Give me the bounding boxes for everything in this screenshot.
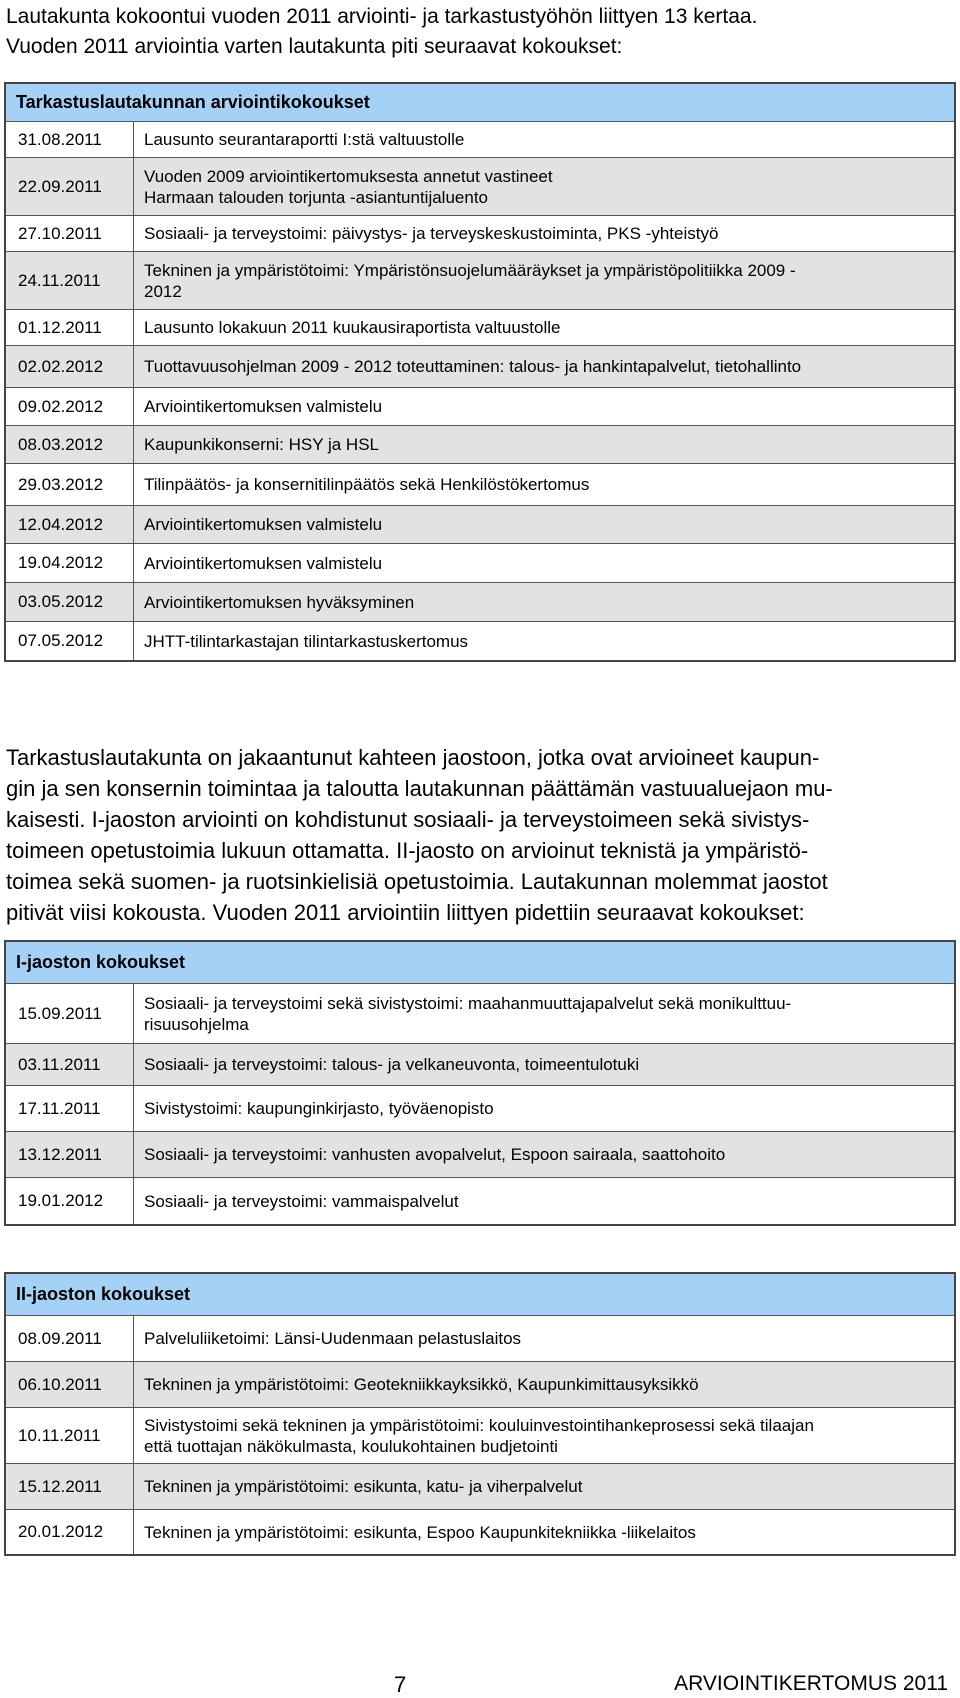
table-row <box>6 506 954 544</box>
meeting-topic <box>134 252 954 309</box>
table-row <box>6 1086 954 1132</box>
meeting-date: 27.10.2011 <box>6 216 134 251</box>
meeting-topic-line: että tuottajan näkökulmasta, koulukohtainen budjetointi <box>144 1436 558 1456</box>
table-row <box>6 1510 954 1554</box>
meeting-topic: Arviointikertomuksen valmistelu <box>144 397 383 416</box>
meeting-topic-line: Vuoden 2009 arviointikertomuksesta annetut vastineet <box>144 166 553 186</box>
meeting-topic <box>134 1408 954 1463</box>
meeting-date: 06.10.2011 <box>6 1362 134 1407</box>
meeting-topic: Lausunto seurantaraportti I:stä valtuustolle <box>144 130 465 149</box>
meeting-date: 19.01.2012 <box>6 1178 134 1224</box>
table-row <box>6 252 954 310</box>
table-row <box>6 1316 954 1362</box>
table-row <box>6 1362 954 1408</box>
meeting-topic-line: risuusohjelma <box>144 1014 249 1034</box>
meeting-topic: Lausunto lokakuun 2011 kuukausiraportista valtuustolle <box>144 318 561 337</box>
body-paragraph <box>6 742 950 928</box>
paragraph-line: toimeen opetustoimia lukuun ottamatta. II-jaosto on arvioinut teknistä ja ympäristö- <box>6 838 809 863</box>
section-ii-meetings-table <box>4 1272 956 1556</box>
meeting-date: 07.05.2012 <box>6 622 134 660</box>
table-row <box>6 622 954 660</box>
table-row <box>6 1464 954 1510</box>
meeting-topic: Sosiaali- ja terveystoimi: vammaispalvelut <box>144 1191 459 1211</box>
table-row <box>6 216 954 252</box>
meeting-date: 02.02.2012 <box>6 346 134 387</box>
meeting-topic-line: Sosiaali- ja terveystoimi sekä sivistystoimi: maahanmuuttajapalvelut sekä monikulttuu- <box>144 993 792 1013</box>
meeting-date: 12.04.2012 <box>6 506 134 543</box>
meeting-date: 15.12.2011 <box>6 1464 134 1509</box>
paragraph-line: Tarkastuslautakunta on jakaantunut kahteen jaostoon, jotka ovat arvioineet kaupun- <box>6 745 820 770</box>
meeting-topic: Sosiaali- ja terveystoimi: päivystys- ja terveyskeskustoiminta, PKS -yhteistyö <box>144 224 719 243</box>
meeting-date: 08.09.2011 <box>6 1316 134 1361</box>
table-row <box>6 346 954 388</box>
meeting-date: 03.11.2011 <box>6 1044 134 1085</box>
meeting-date: 01.12.2011 <box>6 310 134 345</box>
meeting-date: 29.03.2012 <box>6 464 134 505</box>
meeting-topic: Arviointikertomuksen hyväksyminen <box>144 592 415 612</box>
paragraph-line: gin ja sen konsernin toimintaa ja taloutta lautakunnan päättämän vastuualuejaon mu- <box>6 776 833 801</box>
table-row <box>6 544 954 583</box>
meeting-topic: Tuottavuusohjelman 2009 - 2012 toteuttaminen: talous- ja hankintapalvelut, tietohallinto <box>144 357 802 376</box>
meeting-date: 09.02.2012 <box>6 388 134 425</box>
meeting-topic: Sosiaali- ja terveystoimi: vanhusten avopalvelut, Espoon sairaala, saattohoito <box>144 1145 726 1164</box>
page-number: 7 <box>394 1672 407 1697</box>
section-i-meetings-table <box>4 940 956 1226</box>
paragraph-line: toimea sekä suomen- ja ruotsinkielisiä opetustoimia. Lautakunnan molemmat jaostot <box>6 869 828 894</box>
table-row <box>6 1132 954 1178</box>
meeting-topic: Tekninen ja ympäristötoimi: esikunta, Espoo Kaupunkitekniikka -liikelaitos <box>144 1522 696 1542</box>
meeting-topic-line: Sivistystoimi sekä tekninen ja ympäristötoimi: kouluinvestointihankeprosessi sekä tilaajan <box>144 1415 814 1435</box>
table-row <box>6 1408 954 1464</box>
meeting-topic: Kaupunkikonserni: HSY ja HSL <box>144 435 379 454</box>
evaluation-meetings-table <box>4 82 956 662</box>
table-row <box>6 1178 954 1224</box>
table-row <box>6 388 954 426</box>
meeting-topic: Tekninen ja ympäristötoimi: Geotekniikkayksikkö, Kaupunkimittausyksikkö <box>144 1375 699 1394</box>
meeting-date: 20.01.2012 <box>6 1510 134 1554</box>
table-row <box>6 426 954 464</box>
meeting-topic-line: 2012 <box>144 281 182 301</box>
meeting-date: 24.11.2011 <box>6 252 134 309</box>
meeting-topic-line: Harmaan talouden torjunta -asiantuntijaluento <box>144 187 489 207</box>
meeting-topic: JHTT-tilintarkastajan tilintarkastuskertomus <box>144 631 469 651</box>
meeting-date: 15.09.2011 <box>6 984 134 1043</box>
meeting-topic: Tilinpäätös- ja konsernitilinpäätös sekä Henkilöstökertomus <box>144 475 590 494</box>
meeting-date: 19.04.2012 <box>6 544 134 582</box>
table-row <box>6 984 954 1044</box>
meeting-topic: Sosiaali- ja terveystoimi: talous- ja velkaneuvonta, toimeentulotuki <box>144 1055 640 1074</box>
footer-title: ARVIOINTIKERTOMUS 2011 <box>674 1672 948 1695</box>
meeting-topic-line: Tekninen ja ympäristötoimi: Ympäristönsuojelumääräykset ja ympäristöpolitiikka 2009 - <box>144 260 796 280</box>
table-header: Tarkastuslautakunnan arviointikokoukset <box>6 84 954 122</box>
table-header: II-jaoston kokoukset <box>6 1274 954 1316</box>
table-row <box>6 1044 954 1086</box>
table-row <box>6 122 954 158</box>
intro-text <box>6 2 946 62</box>
table-row <box>6 158 954 216</box>
meeting-date: 31.08.2011 <box>6 122 134 157</box>
meeting-date: 22.09.2011 <box>6 158 134 215</box>
meeting-topic <box>134 158 954 215</box>
meeting-date: 08.03.2012 <box>6 426 134 463</box>
meeting-topic: Sivistystoimi: kaupunginkirjasto, työväenopisto <box>144 1099 494 1118</box>
meeting-date: 10.11.2011 <box>6 1408 134 1463</box>
meeting-topic: Arviointikertomuksen valmistelu <box>144 515 383 534</box>
meeting-date: 17.11.2011 <box>6 1086 134 1131</box>
meeting-topic: Palveluliiketoimi: Länsi-Uudenmaan pelastuslaitos <box>144 1329 522 1348</box>
paragraph-line: pitivät viisi kokousta. Vuoden 2011 arviointiin liittyen pidettiin seuraavat kokoukset: <box>6 900 805 925</box>
table-row <box>6 464 954 506</box>
meeting-topic <box>134 984 954 1043</box>
meeting-date: 03.05.2012 <box>6 583 134 621</box>
table-header: I-jaoston kokoukset <box>6 942 954 984</box>
intro-line: Vuoden 2011 arviointia varten lautakunta piti seuraavat kokoukset: <box>6 35 623 58</box>
paragraph-line: kaisesti. I-jaoston arviointi on kohdistunut sosiaali- ja terveystoimeen sekä sivistys- <box>6 807 810 832</box>
meeting-topic: Tekninen ja ympäristötoimi: esikunta, katu- ja viherpalvelut <box>144 1477 583 1496</box>
table-row <box>6 310 954 346</box>
meeting-date: 13.12.2011 <box>6 1132 134 1177</box>
table-row <box>6 583 954 622</box>
meeting-topic: Arviointikertomuksen valmistelu <box>144 553 383 573</box>
intro-line: Lautakunta kokoontui vuoden 2011 arviointi- ja tarkastustyöhön liittyen 13 kertaa. <box>6 5 758 28</box>
